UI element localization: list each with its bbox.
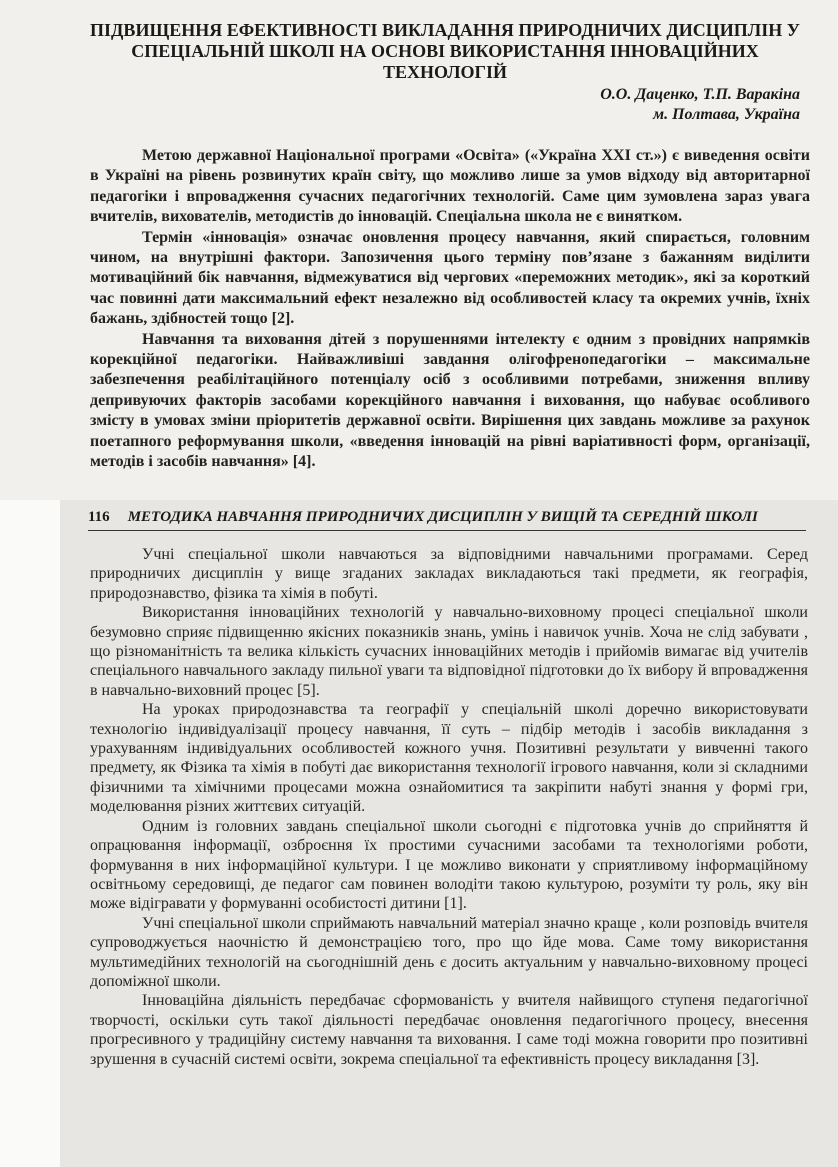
location: м. Полтава, Україна — [653, 106, 800, 123]
paragraph: Учні спеціальної школи навчаються за відповідними навчальними програмами. Серед природничих дисциплін у вище згаданих закладах викладаються такі предмети, як географія, природознавство, фізика та хімія в побуті. — [90, 546, 808, 602]
section-title: МЕТОДИКА НАВЧАННЯ ПРИРОДНИЧИХ ДИСЦИПЛІН У ВИЩІЙ ТА СЕРЕДНІЙ ШКОЛІ — [127, 509, 758, 525]
authors: О.О. Даценко, Т.П. Варакіна — [600, 86, 800, 103]
paragraph: Інноваційна діяльність передбачає сформованість у вчителя найвищого ступеня педагогічної творчості, оскільки суть такої діяльності передбачає оновлення педагогічного процесу, внесення прогресивного у традиційну систему навчання та виховання. І саме тоді можна говорити про позитивні зрушення в сучасній системі освіти, зокрема спеціальної та ефективність процесу викладання [3]. — [90, 992, 808, 1068]
article-title: ПІДВИЩЕННЯ ЕФЕКТИВНОСТІ ВИКЛАДАННЯ ПРИРОДНИЧИХ ДИСЦИПЛІН У СПЕЦІАЛЬНІЙ ШКОЛІ НА ОСНОВІ ВИКОРИСТАННЯ ІННОВАЦІЙНИХ ТЕХНОЛОГІЙ — [90, 20, 800, 82]
scan-margin — [0, 500, 60, 1167]
paragraph: Учні спеціальної школи сприймають навчальний матеріал значно краще , коли розповідь вчителя супроводжується наочністю й демонстрацією того, про що йде мова. Саме тому використання мультимедійних технологій на сьогоднішній день є досить актуальним у навчально-виховному процесі допоміжної школи. — [90, 914, 808, 990]
paragraph: Метою державної Національної програми «Освіта» («Україна XXI ст.») є виведення освіти в Україні на рівень розвинутих країн світу, що можливо лише за умов відходу від авторитарної педагогіки і впровадження сучасних педагогічних технологій. Саме цим зумовлена зараз увага вчителів, вихователів, методистів до інновацій. Спеціальна школа не є винятком. — [90, 147, 810, 226]
paragraph: Навчання та виховання дітей з порушеннями інтелекту є одним з провідних напрямків корекційної педагогіки. Найважливіші завдання олігофренопедагогіки – максимальне забезпечення реабілітаційного потенціалу осіб з особливими потребами, зниження впливу депривуючих факторів засобами корекційного навчання і виховання, що набуває особливого змісту в умовах зміни пріоритетів державної освіти. Вирішення цих завдань можливе за рахунок поетапного реформування школи, «введення інновацій на рівні варіативності форм, організації, методів і засобів навчання» [4]. — [90, 330, 810, 471]
body-text-page1 — [90, 146, 810, 473]
body-text-page2 — [90, 545, 808, 1069]
paragraph: Використання інноваційних технологій у навчально-виховному процесі спеціальної школи безумовно сприяє підвищенню якісних показників знань, умінь і навичок учнів. Хоча не слід забувати , що різноманітність та велика кількість сучасних інноваційних методів і прийомів вимагає від учителів спеціального навчального закладу пильної уваги та відповідної підготовки до їх вибору й впровадження в навчально-виховний процес [5]. — [90, 604, 808, 699]
paragraph: Термін «інновація» означає оновлення процесу навчання, який спирається, головним чином, на внутрішні фактори. Запозичення цього терміну пов’язане з бажанням виділити мотиваційний бік навчання, відмежуватися від чергових «переможних методик», які за короткий час повинні дати максимальний ефект незалежно від особливостей класу та окремих учнів, їхніх бажань, здібностей тощо [2]. — [90, 228, 810, 328]
paragraph: Одним із головних завдань спеціальної школи сьогодні є підготовка учнів до сприйняття й опрацювання інформації, озброєння їх простими сучасними засобами та технологіями роботи, формування в них інформаційної культури. І це можливо виконати у сприятливому інформаційному освітньому середовищі, де педагог сам повинен володіти такою культурою, розуміти ту роль, яку він може відігравати у формуванні особистості дитини [1]. — [90, 817, 808, 913]
author-block — [600, 85, 800, 125]
running-header — [88, 506, 806, 531]
page-number: 116 — [88, 509, 110, 525]
paragraph: На уроках природознавства та географії у спеціальній школі доречно використовувати технологію індивідуалізації процесу навчання, її суть – підбір методів і засобів викладання з урахуванням індивідуальних особливостей кожного учня. Позитивні результати у вивченні такого предмету, як Фізика та хімія в побуті дає використання технології ігрового навчання, коли зі складними фізичними та хімічними процесами можна ознайомитися та закріпити набуті знання у формі гри, моделювання різних життєвих ситуацій. — [90, 701, 808, 816]
